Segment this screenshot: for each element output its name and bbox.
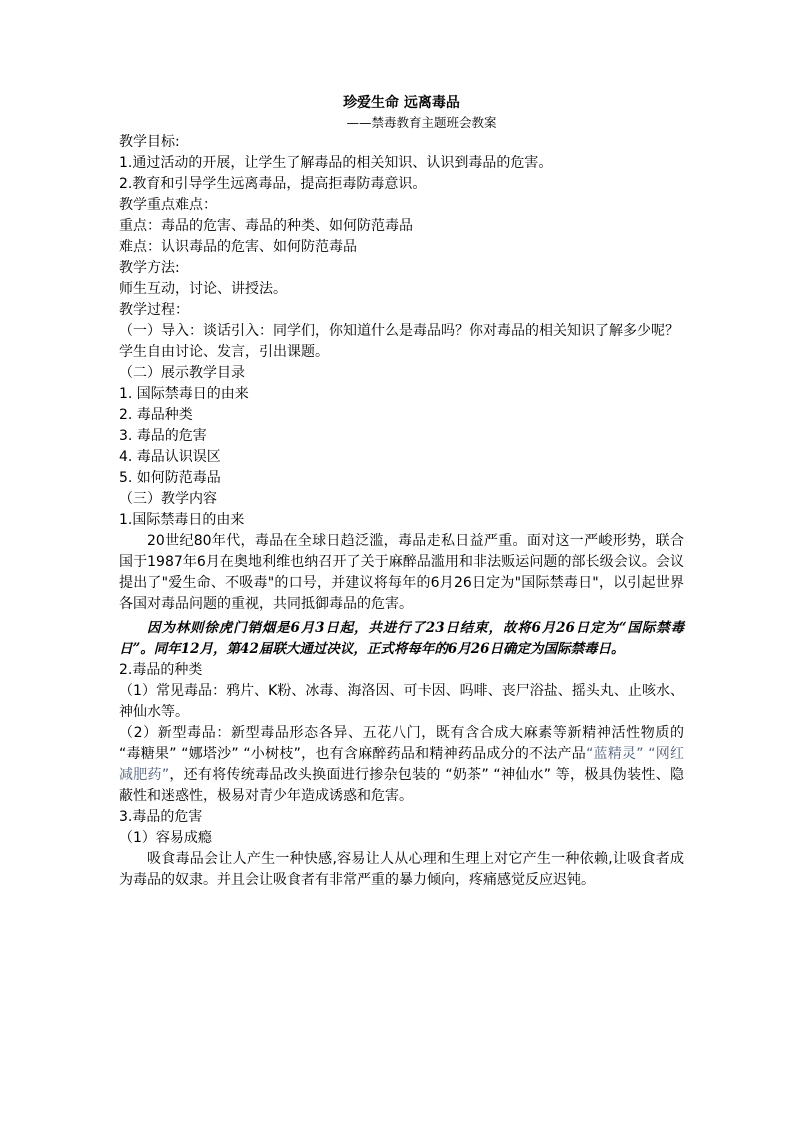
document-title: 珍爱生命 远离毒品 bbox=[343, 95, 460, 111]
methods-text: 师生互动，讨论、讲授法。 bbox=[119, 281, 287, 297]
section-2-quoted-products: “蓝精灵” “网红减肥药” bbox=[119, 746, 684, 783]
objective-1: 1.通过活动的开展，让学生了解毒品的相关知识、认识到毒品的危害。 bbox=[119, 155, 553, 171]
objectives-heading: 教学目标: bbox=[119, 134, 180, 150]
key-point: 重点：毒品的危害、毒品的种类、如何防范毒品 bbox=[119, 218, 413, 234]
section-3-paragraph-1: 吸食毒品会让人产生一种快感,容易让人从心理和生理上对它产生一种依赖,让吸食者成为毒品的奴隶。并且会让吸食者有非常严重的暴力倾向，疼痛感觉反应迟钝。 bbox=[119, 851, 684, 888]
section-2-paragraph-2 bbox=[119, 723, 684, 807]
process-heading: 教学过程： bbox=[119, 302, 189, 318]
catalog-heading: （二）展示教学目录 bbox=[119, 365, 245, 381]
section-3-heading: 3.毒品的危害 bbox=[119, 809, 203, 825]
catalog-item: 3. 毒品的危害 bbox=[119, 428, 207, 444]
section-1-paragraph-1: 20世纪80年代，毒品在全球日趋泛滥，毒品走私日益严重。面对这一严峻形势，联合国于1987年6月在奥地利维也纳召开了关于麻醉品滥用和非法贩运问题的部长级会议。会议提出了"爱生命、不吸毒"的口号，并建议将每年的6月26日定为"国际禁毒日"，以引起世界各国对毒品问题的重视，共同抵御毒品的危害。 bbox=[119, 533, 684, 612]
section-2-paragraph-2-part-a: （2）新型毒品：新型毒品形态各异、五花八门，既有含合成大麻素等新精神活性物质的 “毒糖果” “娜塔沙” “小树枝”，也有含麻醉药品和精神药品成分的不法产品 bbox=[119, 725, 684, 762]
objective-2: 2.教育和引导学生远离毒品，提高拒毒防毒意识。 bbox=[119, 176, 427, 192]
section-1-heading: 1.国际禁毒日的由来 bbox=[119, 512, 245, 528]
section-2-paragraph-1: （1）常见毒品：鸦片、K粉、冰毒、海洛因、可卡因、吗啡、丧尸浴盐、摇头丸、止咳水、神仙水等。 bbox=[119, 683, 684, 720]
document-page bbox=[119, 94, 684, 891]
catalog-item: 4. 毒品认识误区 bbox=[119, 449, 221, 465]
section-1-paragraph-2: 因为林则徐虎门销烟是6月3日起，共进行了23日结束，故将6月26日定为“国际禁毒日”。同年12月，第42届联大通过决议，正式将每年的6月26日确定为国际禁毒日。 bbox=[119, 620, 684, 657]
section-2-paragraph-2-part-c: ，还有将传统毒品改头换面进行掺杂包装的 “奶茶” “神仙水” 等，极具伪装性、隐蔽性和迷惑性，极易对青少年造成诱惑和危害。 bbox=[119, 767, 684, 804]
methods-heading: 教学方法: bbox=[119, 260, 180, 276]
document-subtitle: ——禁毒教育主题班会教案 bbox=[346, 115, 497, 130]
keypoints-heading: 教学重点难点： bbox=[119, 197, 217, 213]
catalog-item: 1. 国际禁毒日的由来 bbox=[119, 386, 249, 402]
intro-paragraph: （一）导入：谈话引入：同学们，你知道什么是毒品吗？你对毒品的相关知识了解多少呢？ bbox=[119, 323, 679, 339]
section-3-subheading-1: （1）容易成瘾 bbox=[119, 830, 212, 846]
section-2-heading: 2.毒品的种类 bbox=[119, 662, 203, 678]
catalog-item: 2. 毒品种类 bbox=[119, 407, 193, 423]
difficult-point: 难点：认识毒品的危害、如何防范毒品 bbox=[119, 239, 357, 255]
catalog-item: 5. 如何防范毒品 bbox=[119, 470, 221, 486]
content-heading: （三）教学内容 bbox=[119, 491, 217, 507]
intro-followup: 学生自由讨论、发言，引出课题。 bbox=[119, 344, 329, 360]
